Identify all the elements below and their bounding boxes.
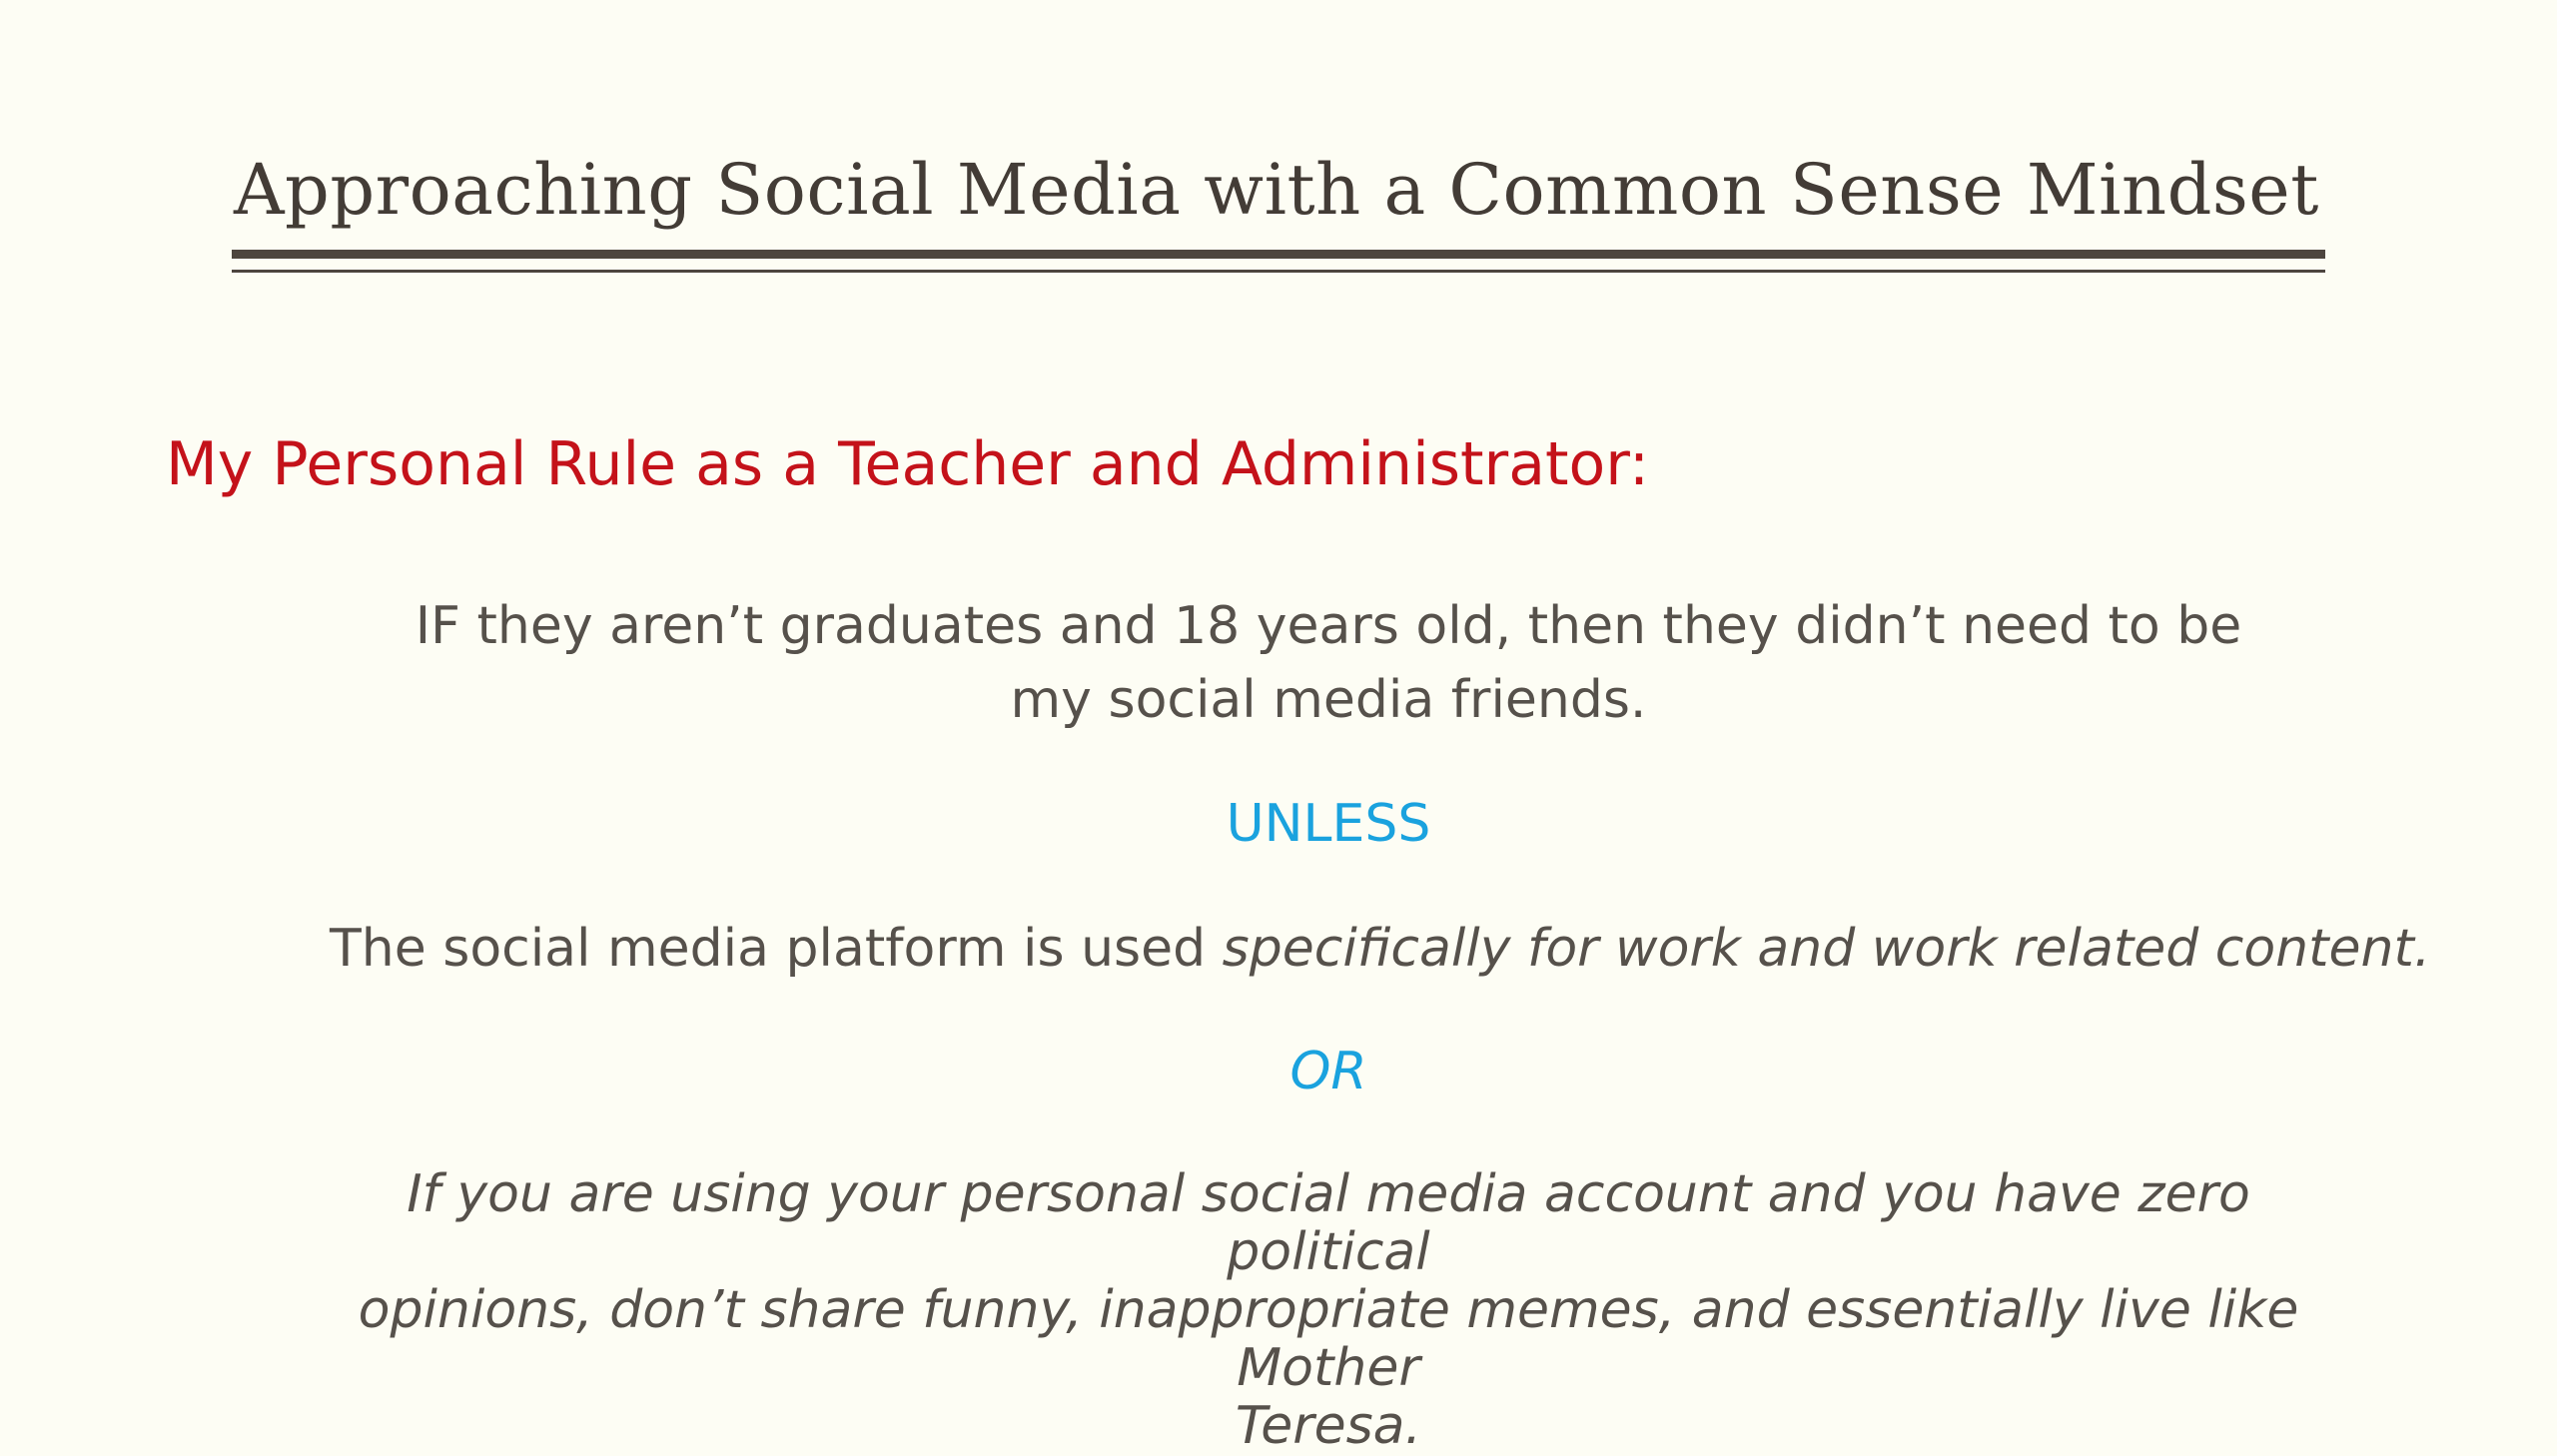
platform-plain-text: The social media platform is used [330,919,1223,979]
platform-statement [330,912,2431,986]
personal-line-1: If you are using your personal social media account and you have zero political [407,1164,2250,1282]
personal-line-2: opinions, don’t share funny, inappropriate memes, and essentially live like Mother [358,1280,2299,1398]
title-underline-thin [232,270,2325,273]
or-label: OR [1289,1042,1367,1101]
rule-line-2: my social media friends. [1010,670,1647,730]
unless-label: UNLESS [1226,794,1431,854]
slide-title: Approaching Social Media with a Common Sense Mindset [234,149,2319,231]
platform-italic-text: specifically for work and work related content. [1222,919,2431,979]
rule-line-1: IF they aren’t graduates and 18 years old, then they didn’t need to be [415,596,2242,656]
personal-account-statement [330,1165,2327,1455]
section-heading: My Personal Rule as a Teacher and Administrator: [166,429,1650,499]
title-underline-thick [232,250,2325,259]
personal-line-3: Teresa. [1235,1396,1422,1456]
rule-statement [330,589,2327,737]
